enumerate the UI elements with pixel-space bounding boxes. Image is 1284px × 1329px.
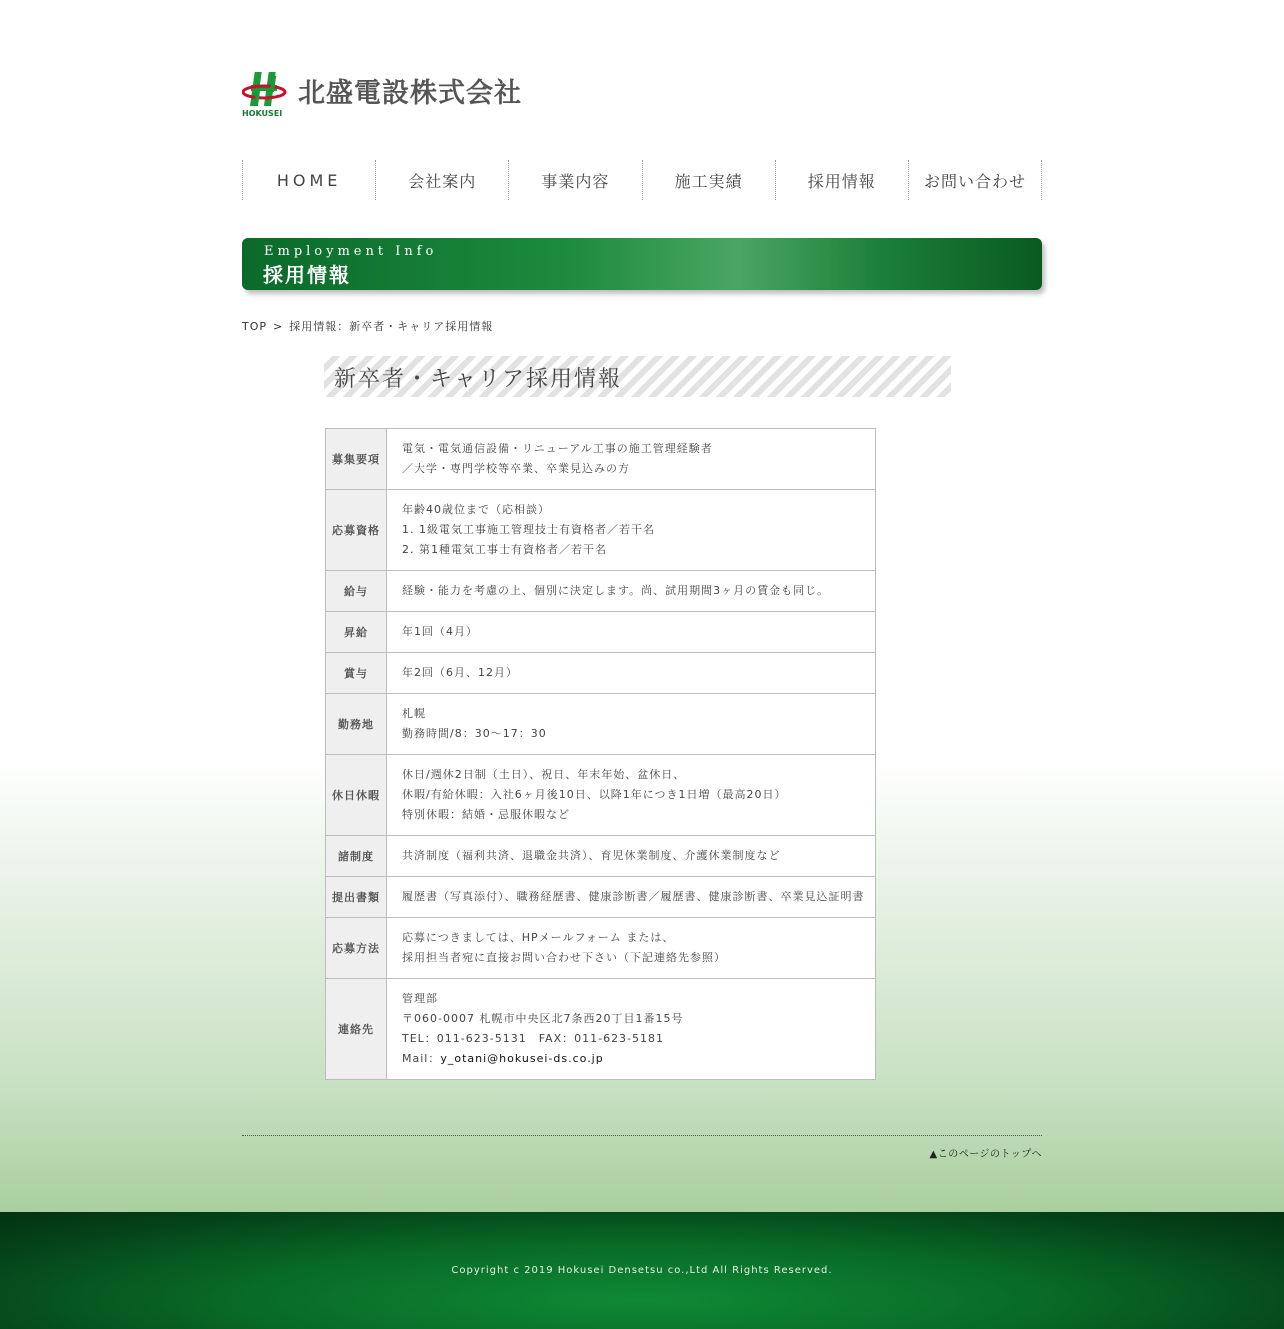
contact-tel-fax: TEL：011-623-5131 FAX：011-623-5181 [402, 1032, 665, 1045]
page-banner [242, 238, 1042, 290]
table-row-contact [326, 979, 876, 1080]
row-content [387, 429, 876, 490]
row-line: 応募につきましては、HPメールフォーム または、 [402, 931, 675, 944]
row-line: 勤務時間/8：30～17：30 [402, 727, 547, 740]
company-logo[interactable] [242, 70, 522, 120]
row-head: 連絡先 [326, 979, 387, 1080]
breadcrumb-top-link[interactable]: TOP [242, 320, 268, 333]
row-content [387, 755, 876, 836]
table-row [326, 571, 876, 612]
row-line: 採用担当者宛に直接お問い合わせ下さい（下記連絡先参照） [402, 951, 726, 964]
row-line: 年1回（4月） [402, 625, 478, 638]
contact-address: 〒060-0007 札幌市中央区北7条西20丁目1番15号 [402, 1012, 684, 1025]
row-head: 応募資格 [326, 490, 387, 571]
row-content [387, 571, 876, 612]
row-line: 特別休暇：結婚・忌服休暇など [402, 808, 570, 821]
footer-divider [242, 1135, 1042, 1136]
row-content [387, 877, 876, 918]
row-content [387, 490, 876, 571]
table-row [326, 918, 876, 979]
row-content [387, 694, 876, 755]
company-name: 北盛電設株式会社 [298, 78, 522, 109]
row-line: 年2回（6月、12月） [402, 666, 518, 679]
row-head: 募集要項 [326, 429, 387, 490]
row-line: 経験・能力を考慮の上、個別に決定します。尚、試用期間3ヶ月の賃金も同じ。 [402, 584, 830, 597]
row-line: 履歴書（写真添付）、職務経歴書、健康診断書／履歴書、健康診断書、卒業見込証明書 [402, 890, 865, 903]
hokusei-logo-icon [242, 70, 288, 120]
contact-mail [402, 1049, 869, 1069]
table-row [326, 490, 876, 571]
row-head: 勤務地 [326, 694, 387, 755]
banner-english-title: Employment Info [264, 244, 438, 259]
copyright: Copyright c 2019 Hokusei Densetsu co.,Ltd All Rights Reserved. [451, 1265, 833, 1276]
breadcrumb-current: 採用情報：新卒者・キャリア採用情報 [289, 320, 494, 333]
row-head: 昇給 [326, 612, 387, 653]
row-content [387, 653, 876, 694]
row-content [387, 979, 876, 1080]
breadcrumb-separator: > [273, 320, 284, 333]
section-title-text: 新卒者・キャリア採用情報 [334, 367, 623, 392]
recruit-info-table [325, 428, 876, 1080]
row-line: 1. 1級電気工事施工管理技士有資格者／若干名 [402, 523, 655, 536]
row-head: 賞与 [326, 653, 387, 694]
table-row [326, 755, 876, 836]
table-row [326, 429, 876, 490]
section-title [324, 356, 951, 397]
nav-company[interactable]: 会社案内 [375, 160, 508, 200]
row-line: 年齢40歳位まで（応相談） [402, 503, 550, 516]
nav-home[interactable]: HOME [242, 160, 375, 200]
site-footer [0, 1212, 1284, 1329]
row-content [387, 836, 876, 877]
row-head: 応募方法 [326, 918, 387, 979]
mail-label: Mail： [402, 1052, 441, 1065]
row-line: ／大学・専門学校等卒業、卒業見込みの方 [402, 462, 630, 475]
nav-business[interactable]: 事業内容 [508, 160, 641, 200]
row-line: 電気・電気通信設備・リニューアル工事の施工管理経験者 [402, 442, 713, 455]
nav-recruit[interactable]: 採用情報 [775, 160, 908, 200]
row-line: 休暇/有給休暇：入社6ヶ月後10日、以降1年につき1日増（最高20日） [402, 788, 787, 801]
row-line: 札幌 [402, 707, 426, 720]
back-to-top-link[interactable]: ▲このページのトップへ [929, 1149, 1042, 1160]
row-head: 提出書類 [326, 877, 387, 918]
nav-contact[interactable]: お問い合わせ [908, 160, 1042, 200]
table-row [326, 694, 876, 755]
table-row [326, 653, 876, 694]
table-row [326, 612, 876, 653]
breadcrumb [242, 318, 493, 334]
row-line: 休日/週休2日制（土日）、祝日、年末年始、盆休日、 [402, 768, 686, 781]
row-head: 給与 [326, 571, 387, 612]
logo-subtext: HOKUSEI [242, 109, 283, 118]
row-content [387, 918, 876, 979]
global-nav [242, 160, 1042, 200]
table-row [326, 877, 876, 918]
mail-link[interactable]: y_otani@hokusei-ds.co.jp [440, 1052, 604, 1065]
row-head: 諸制度 [326, 836, 387, 877]
nav-works[interactable]: 施工実績 [642, 160, 775, 200]
row-content [387, 612, 876, 653]
banner-title: 採用情報 [263, 263, 351, 287]
table-row [326, 836, 876, 877]
row-line: 2. 第1種電気工事士有資格者／若干名 [402, 543, 607, 556]
contact-dept: 管理部 [402, 992, 438, 1005]
row-line: 共済制度（福利共済、退職金共済）、育児休業制度、介護休業制度など [402, 849, 781, 862]
row-head: 休日休暇 [326, 755, 387, 836]
